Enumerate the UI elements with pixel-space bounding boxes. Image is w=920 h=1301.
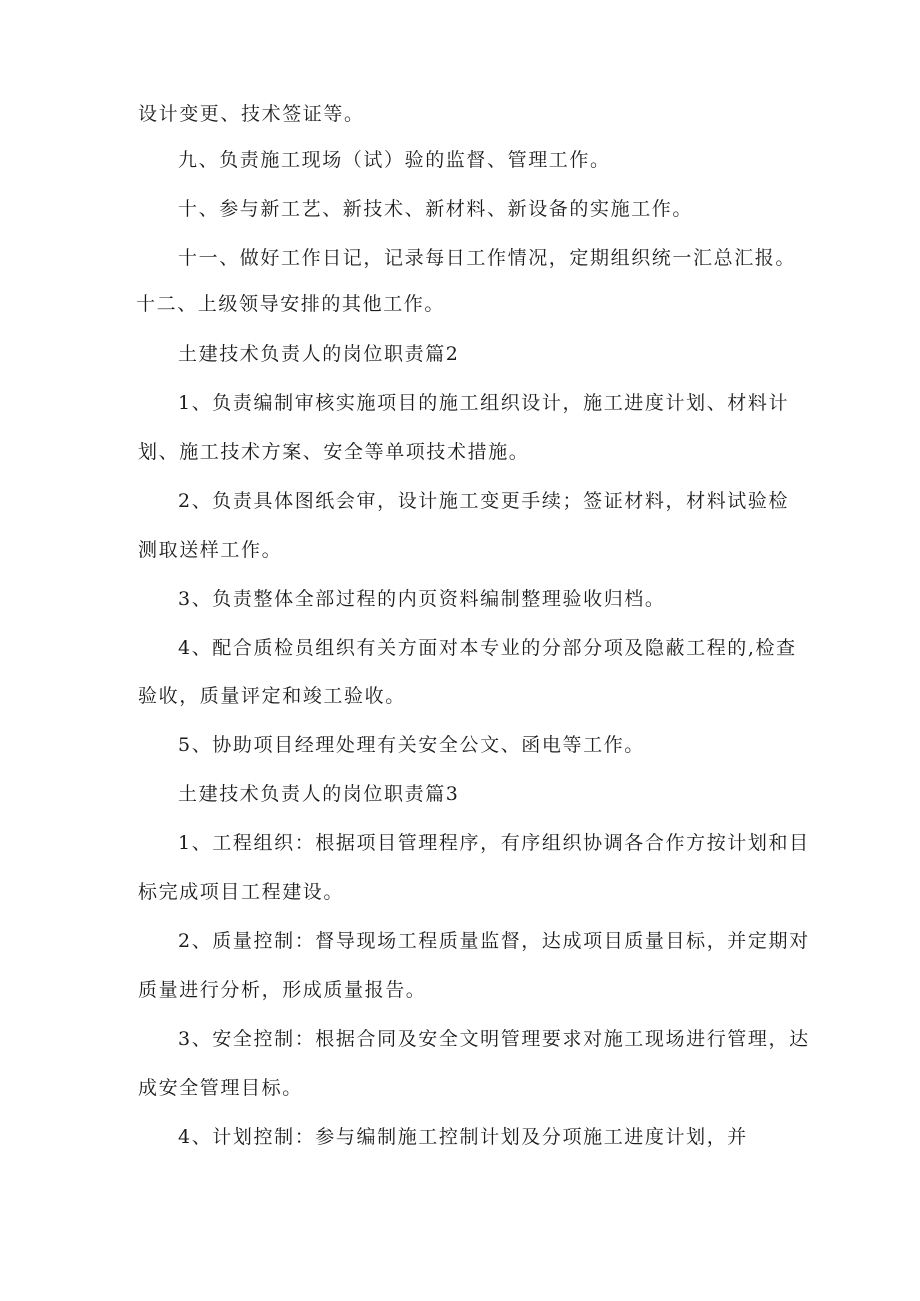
text-line: 2、负责具体图纸会审，设计施工变更手续；签证材料，材料试验检 [178, 490, 790, 512]
text-line: 验收，质量评定和竣工验收。 [138, 685, 406, 707]
text-line: 划、施工技术方案、安全等单项技术措施。 [138, 441, 530, 463]
text-line: 设计变更、技术签证等。 [138, 103, 365, 125]
text-line: 标完成项目工程建设。 [138, 881, 345, 903]
section-heading: 土建技术负责人的岗位职责篇2 [178, 343, 460, 365]
text-line: 九、负责施工现场（试）验的监督、管理工作。 [178, 149, 611, 171]
text-line: 1、工程组织：根据项目管理程序，有序组织协调各合作方按计划和目 [178, 832, 810, 854]
text-line: 4、计划控制：参与编制施工控制计划及分项施工进度计划，并 [178, 1126, 748, 1148]
text-line: 十二、上级领导安排的其他工作。 [136, 293, 446, 315]
text-line: 1、负责编制审核实施项目的施工组织设计，施工进度计划、材料计 [178, 392, 790, 414]
text-line: 3、负责整体全部过程的内页资料编制整理验收归档。 [178, 588, 666, 610]
text-line: 十一、做好工作日记，记录每日工作情况，定期组织统一汇总汇报。 [178, 247, 797, 269]
text-line: 测取送样工作。 [138, 539, 283, 561]
text-line: 3、安全控制：根据合同及安全文明管理要求对施工现场进行管理，达 [178, 1028, 810, 1050]
text-line: 4、配合质检员组织有关方面对本专业的分部分项及隐蔽工程的,检查 [178, 637, 797, 659]
text-line: 十、参与新工艺、新技术、新材料、新设备的实施工作。 [178, 198, 694, 220]
section-heading: 土建技术负责人的岗位职责篇3 [178, 783, 460, 805]
text-line: 质量进行分析，形成质量报告。 [138, 979, 427, 1001]
text-line: 5、协助项目经理处理有关安全公文、函电等工作。 [178, 734, 645, 756]
text-line: 2、质量控制：督导现场工程质量监督，达成项目质量目标，并定期对 [178, 930, 810, 952]
text-line: 成安全管理目标。 [138, 1077, 303, 1099]
